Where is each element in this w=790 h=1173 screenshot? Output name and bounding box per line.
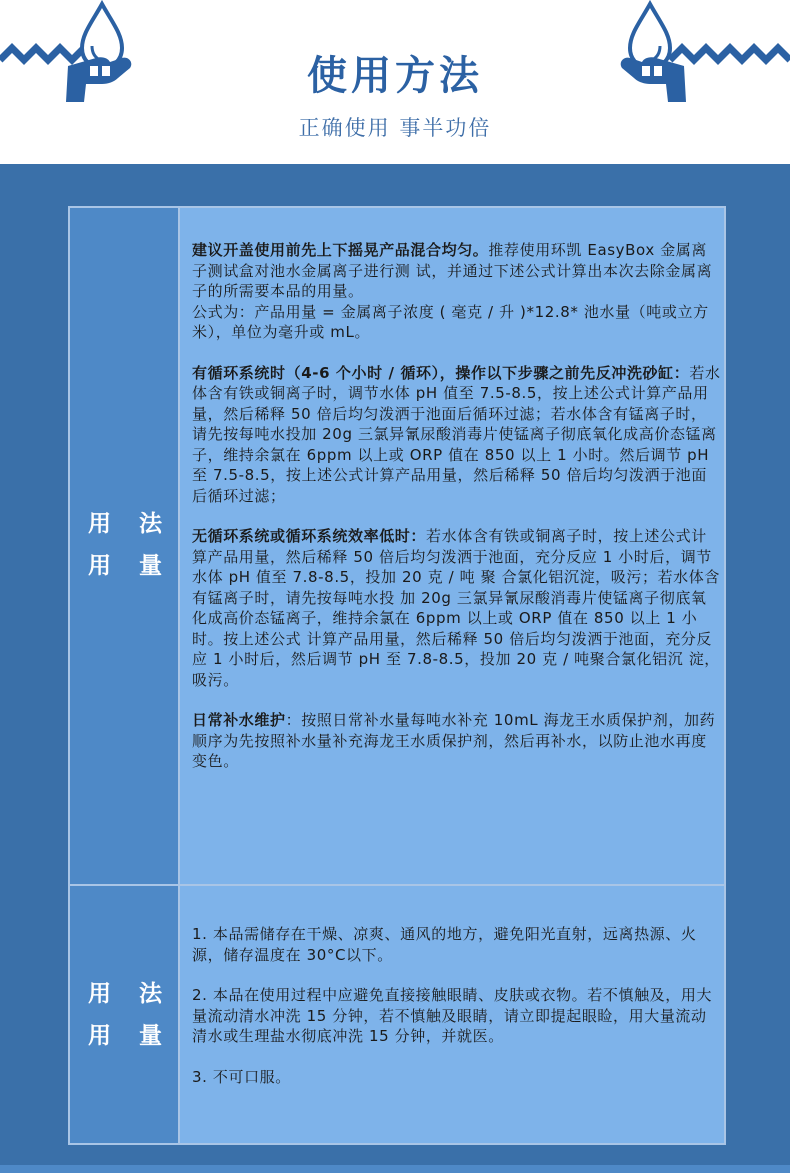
paragraph-daily-maintenance: 日常补水维护：按照日常补水量每吨水补充 10mL 海龙王水质保护剂，加药顺序为先按照补水量补充海龙王水质保护剂，然后再补水，以防止池水再度变色。 (192, 711, 716, 770)
section-label-line1: 用 法 (87, 981, 172, 1007)
precautions-section (70, 886, 724, 1143)
page-title: 使用方法 (307, 53, 483, 99)
section-content (192, 924, 722, 1087)
page-subtitle: 正确使用 事半功倍 (298, 116, 492, 140)
paragraph-circulation: 有循环系统时（4-6 个小时 / 循环），操作以下步骤之前先反冲洗砂缸：若水体含有铁或铜离子时，调节水体 pH 值至 7.5-8.5，按上述公式计算产品用量，然后稀释 50 倍后均匀泼洒于池面后循环过滤；若水体含有锰离子时，请先按每吨水投加 20g 三氯异氰尿酸消毒片使锰离子彻底氧化成高价态锰离子，维持余氯在 6ppm 以上或 ORP 值在 850 以上 1 小时。然后调节 pH 至 7.5-8.5，按上述公式计算产品用量，然后稀释 50 倍后均匀泼洒于池面后循环过滤； (192, 363, 721, 505)
paragraph-formula: 公式为：产品用量 = 金属离子浓度 ( 毫克 / 升 )*12.8* 池水量（吨或立方米），单位为毫升或 mL。 (192, 302, 709, 341)
paragraph-safety: 2. 本品在使用过程中应避免直接接触眼睛、皮肤或衣物。若不慎触及，用大量流动清水冲洗 15 分钟，若不慎触及眼睛，请立即提起眼睑，用大量流动清水或生理盐水彻底冲洗 15 分钟，并就医。 (192, 986, 713, 1045)
section-label-column (70, 208, 180, 884)
paragraph-intro: 建议开盖使用前先上下摇晃产品混合均匀。推荐使用环凯 EasyBox 金属离子测试盒对池水金属离子进行测 试，并通过下述公式计算出本次去除金属离子的所需要本品的用量。 (192, 241, 713, 300)
paragraph-no-oral: 3. 不可口服。 (192, 1067, 291, 1086)
paragraph-no-circulation: 无循环系统或循环系统效率低时：若水体含有铁或铜离子时，按上述公式计算产品用量，然后稀释 50 倍后均匀泼洒于池面，充分反应 1 小时后，调节水体 pH 值至 7.8-8.5，投加 20 克 / 吨 聚 合氯化铝沉淀，吸污；若水体含有锰离子时，请先按每吨水投 加 20g 三氯异氰尿酸消毒片使锰离子彻底氧化成高价态锰离子，维持余氯在 6ppm 以上或 ORP 值在 850 以上 1 小时。按上述公式 计算产品用量，然后稀释 50 倍后均匀泼洒于池面，充分反应 1 小时后，然后调节 pH 至 7.8-8.5，投加 20 克 / 吨聚合氯化铝沉 淀，吸污。 (192, 527, 720, 689)
section-label-line1: 用 法 (87, 511, 172, 537)
paragraph-storage: 1. 本品需储存在干燥、凉爽、通风的地方，避免阳光直射，远离热源、火源，储存温度在 30°C以下。 (192, 925, 697, 964)
section-content (192, 240, 722, 772)
bottom-strip (0, 1165, 790, 1173)
section-label-line2: 用 量 (87, 553, 172, 579)
usage-table (68, 206, 726, 1145)
usage-dosage-section (70, 208, 724, 884)
section-label-column (70, 886, 180, 1143)
header (0, 0, 790, 164)
section-label-line2: 用 量 (87, 1023, 172, 1049)
